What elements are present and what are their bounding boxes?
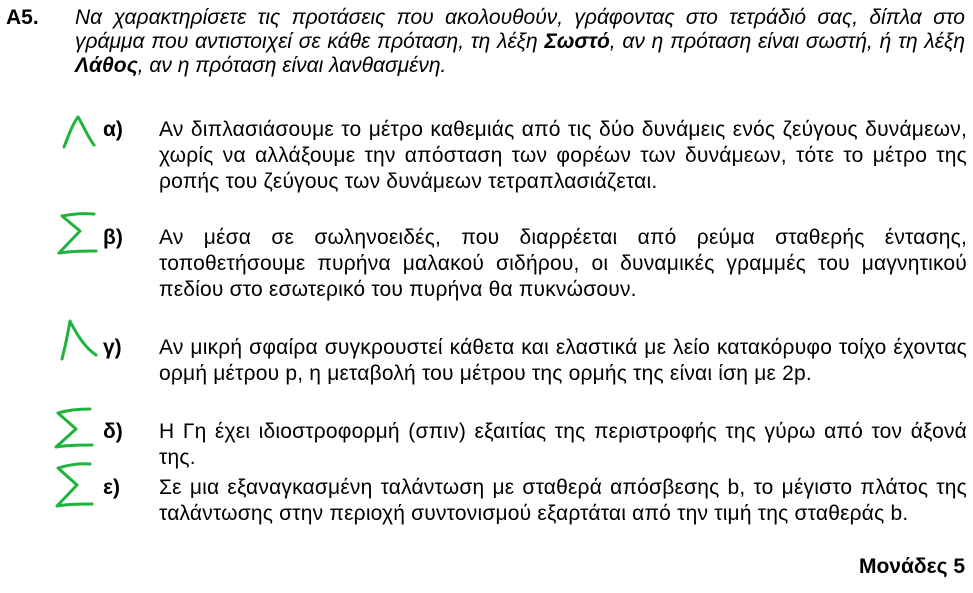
instruction-text-1: Να χαρακτηρίσετε τις προτάσεις που ακολουθούν, γράφοντας στο τετράδιό σας, δίπλα στο γράμμα που αντιστοιχεί σε κάθε πρόταση, τη λέξη xyxy=(75,6,965,53)
handwritten-mark-c xyxy=(56,315,102,363)
statement-letter: α) xyxy=(103,118,123,141)
handwritten-mark-a xyxy=(58,111,102,151)
question-instruction xyxy=(75,6,965,78)
statement-text: Αν διπλασιάσουμε το μέτρο καθεμιάς από τις δύο δυνάμεις ενός ζεύγους δυνάμεων, χωρίς να αλλάξουμε την απόσταση των φορέων των δυνάμεων, τότε το μέτρο της ροπής του ζεύγους των δυνάμεων τετραπλασιάζεται. xyxy=(159,118,967,193)
statement-letter: γ) xyxy=(103,336,122,359)
statement-letter: δ) xyxy=(103,420,123,443)
word-wrong: Λάθος xyxy=(75,54,138,77)
handwritten-mark-d xyxy=(50,405,96,453)
statement-text: Η Γη έχει ιδιοστροφορμή (σπιν) εξαιτίας της περιστροφής της γύρω από τον άξονά της. xyxy=(159,420,967,469)
handwritten-mark-e xyxy=(50,459,96,511)
question-label: Α5. xyxy=(6,6,39,29)
statement-letter: β) xyxy=(103,226,123,249)
instruction-text-3: , αν η πρόταση είναι λανθασμένη. xyxy=(137,54,447,77)
word-correct: Σωστό xyxy=(544,30,610,53)
points-label: Μονάδες 5 xyxy=(858,555,965,578)
statement-text: Αν μέσα σε σωληνοειδές, που διαρρέεται από ρεύμα σταθερής έντασης, τοποθετήσουμε πυρήνα μαλακού σιδήρου, οι δυναμικές γραμμές του μαγνητικού πεδίου στο εσωτερικό του πυρήνα θα πυκνώσουν. xyxy=(159,226,967,301)
instruction-text-2: , αν η πρόταση είναι σωστή, ή τη λέξη xyxy=(609,30,965,53)
handwritten-mark-b xyxy=(54,209,100,259)
statement-letter: ε) xyxy=(103,476,120,499)
statement-text: Αν μικρή σφαίρα συγκρουστεί κάθετα και ελαστικά με λείο κατακόρυφο τοίχο έχοντας ορμή μέτρου p, η μεταβολή του μέτρου της ορμής της είναι ίση με 2p. xyxy=(159,336,967,385)
statement-text: Σε μια εξαναγκασμένη ταλάντωση με σταθερά απόσβεσης b, το μέγιστο πλάτος της ταλάντωσης στην περιοχή συντονισμού εξαρτάται από την τιμή της σταθεράς b. xyxy=(159,476,967,525)
